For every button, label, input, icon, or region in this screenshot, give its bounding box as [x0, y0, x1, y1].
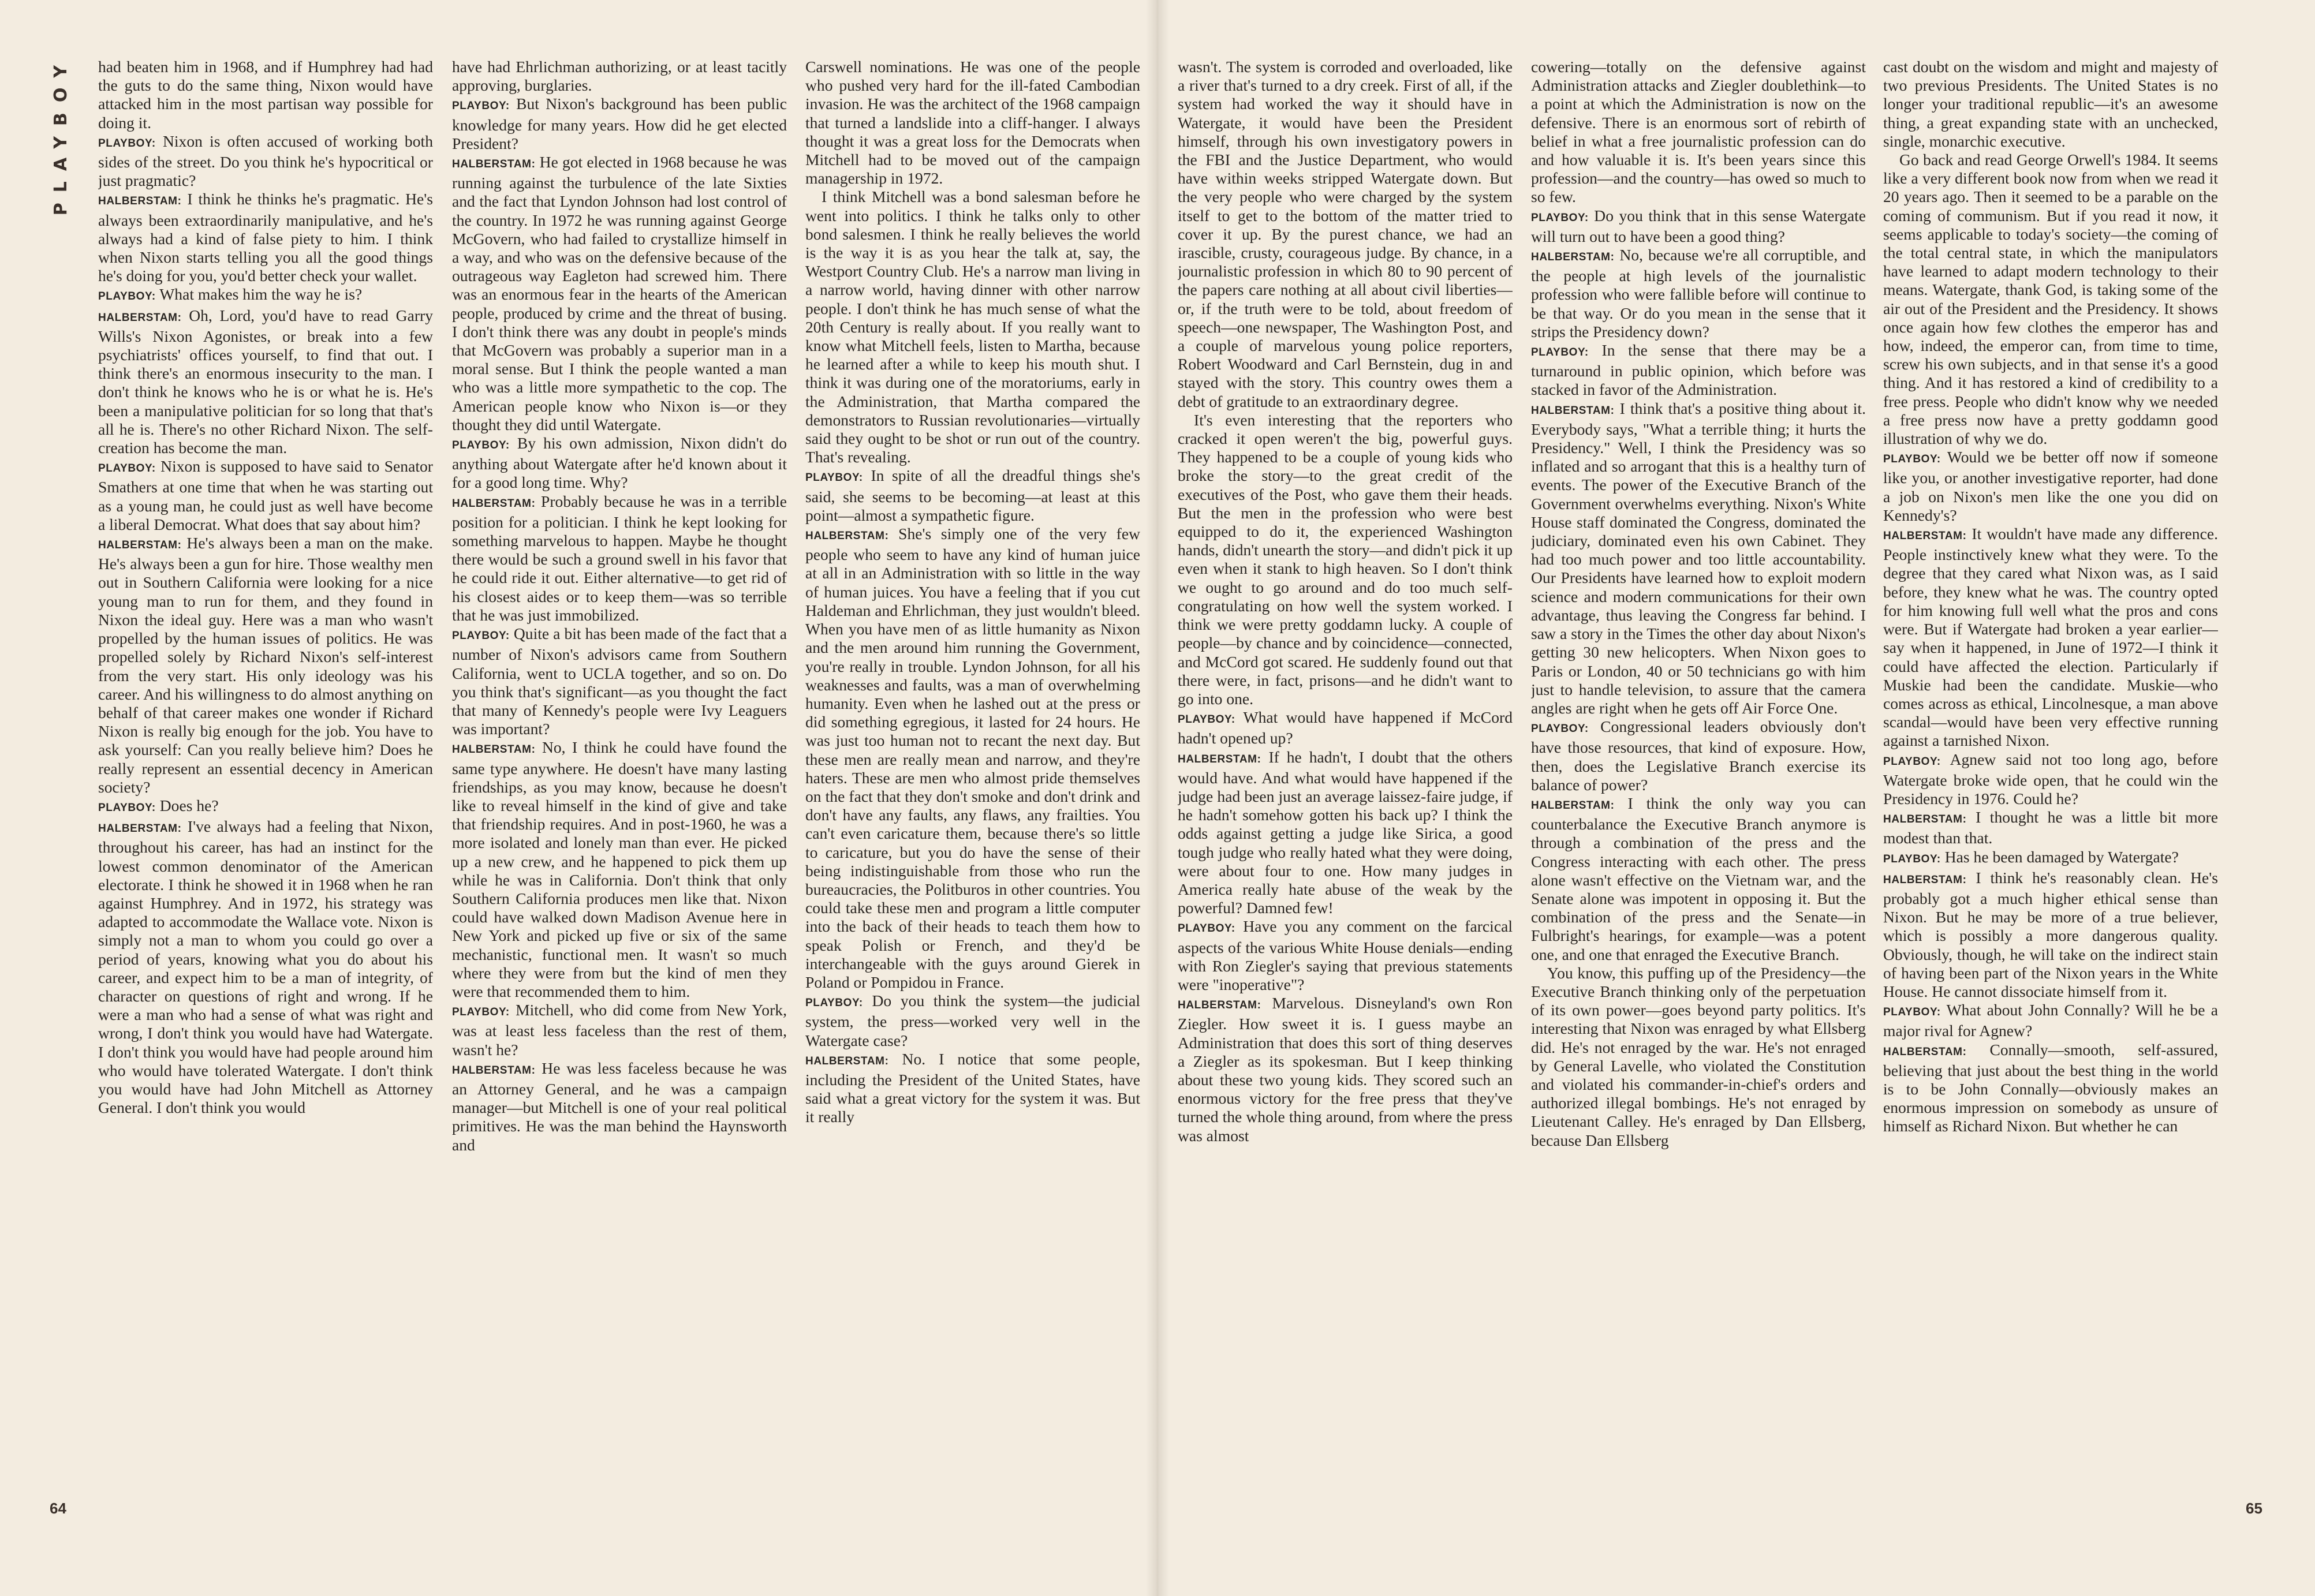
paragraph-text: Quite a bit has been made of the fact that a number of Nixon's advisors came from Southern California, went to UCLA together, and so on. Do you think that's significant—as you thought the fact that many of Kennedy's people were Ivy Leaguers was important?: [452, 625, 787, 738]
paragraph: [1531, 964, 1866, 1150]
paragraph: [1178, 58, 1513, 411]
qa-paragraph: [805, 1050, 1140, 1127]
qa-paragraph: [1178, 994, 1513, 1145]
paragraph-text: Have you any comment on the farcical aspects of the various White House denials—ending with Ron Ziegler's saying that previous statements were "inoperative"?: [1178, 917, 1513, 993]
speaker-label: PLAYBOY:: [452, 439, 510, 452]
qa-paragraph: [98, 190, 433, 285]
paragraph-text: cast doubt on the wisdom and might and majesty of two previous Presidents. The United States is no longer your traditional republic—it's an awesome thing, a great expanding state with an unchecked, single, monarchic executive.: [1883, 58, 2218, 150]
speaker-label: PLAYBOY:: [1178, 713, 1235, 726]
paragraph-text: It wouldn't have made any difference. People instinctively knew what they were. To the degree that they cared what Nixon was, as I said before, they knew what he was. The country opted for him knowing full well what the pros and cons were. But if Watergate had broken a year earlier—say when it happened, in June of 1972—I think it could have affected the election. Particularly if Muskie had been the candidate. Muskie—who comes across as ethical, Lincolnesque, a man above scandal—would have been very effective running against a tarnished Nixon.: [1883, 525, 2218, 750]
speaker-label: HALBERSTAM:: [1531, 251, 1615, 264]
qa-paragraph: [452, 153, 787, 434]
paragraph-text: He was less faceless because he was an Attorney General, and he was a campaign manager—but Mitchell is one of your real political primitives. He was the man behind the Haynsworth and: [452, 1059, 787, 1154]
magazine-name: PLAYBOY: [51, 55, 71, 216]
qa-paragraph: [1883, 750, 2218, 809]
paragraph-text: Connally—smooth, self-assured, believing that just about the best thing in the world is to be John Connally—obviously makes an enormous impression on somebody as unsure of himself as Richard Nixon. But whether he can: [1883, 1040, 2218, 1135]
speaker-label: HALBERSTAM:: [452, 497, 536, 510]
qa-paragraph: [98, 132, 433, 190]
paragraph-text: I think he thinks he's pragmatic. He's always been extraordinarily manipulative, and he's always had a kind of false piety to him. I think when Nixon starts telling you all the good things he's doing for you, you'd better check your wallet.: [98, 190, 433, 285]
paragraph-text: What about John Connally? Will he be a major rival for Agnew?: [1883, 1001, 2218, 1040]
qa-paragraph: [452, 95, 787, 153]
speaker-label: HALBERSTAM:: [98, 195, 182, 208]
speaker-label: HALBERSTAM:: [1178, 999, 1261, 1012]
paragraph-text: I think Mitchell was a bond salesman before he went into politics. I think he talks only to other bond salesmen. I think he really believes the world is the way it is as you hear the talk at, say, the Westport Country Club. He's a narrow man living in a narrow world, having dinner with other narrow people. I don't think he has much sense of what the 20th Century is really about. If you really want to know what Mitchell feels, listen to Martha, because he learned after a while to keep his mouth shut. I think it was during one of the moratoriums, early in the Administration, that Martha compared the demonstrators to Russian revolutionaries—virtually said they ought to be shot or run out of the country. That's revealing.: [805, 188, 1140, 466]
qa-paragraph: [1531, 341, 1866, 399]
speaker-label: HALBERSTAM:: [1883, 873, 1967, 886]
paragraph-text: I think the only way you can counterbalance the Executive Branch anymore is through a combination of the press and the Congress interacting with each other. The press alone wasn't effective on the Vietnam war, and the Senate alone was impotent in opposing it. But the combination of the press and the Senate—in Fulbright's hearings, for example—was a potent one, and one that enraged the Executive Branch.: [1531, 794, 1866, 963]
paragraph-text: I've always had a feeling that Nixon, throughout his career, has had an instinct for the lowest common denominator of the American electorate. I think he showed it in 1968 when he ran against Humphrey. And in 1972, his strategy was adapted to accommodate the Wallace vote. Nixon is simply not a man to whom you could go over a period of years, knowing what you do about his career, and expect him to be a man of integrity, of character on questions of right and wrong. If he were a man who had a sense of what was right and wrong, I don't think you would have had Watergate. I don't think you would have had people around him who would have tolerated Watergate. I don't think you would have had John Mitchell as Attorney General. I don't think you would: [98, 817, 433, 1117]
paragraph-text: Marvelous. Disneyland's own Ron Ziegler. How sweet it is. I guess maybe an Administration that does this sort of thing deserves a Ziegler as its spokesman. But I keep thinking about these two young kids. They scored such an enormous victory for the free press that they've turned the whole thing around, from where the press was almost: [1178, 994, 1513, 1145]
speaker-label: HALBERSTAM:: [98, 539, 182, 552]
qa-paragraph: [1531, 794, 1866, 964]
speaker-label: HALBERSTAM:: [1883, 1045, 1967, 1058]
paragraph-text: By his own admission, Nixon didn't do anything about Watergate after he'd known about it for a good long time. Why?: [452, 434, 787, 492]
text-column-4: [1178, 58, 1513, 1535]
speaker-label: HALBERSTAM:: [1178, 753, 1261, 765]
speaker-label: HALBERSTAM:: [1883, 813, 1967, 826]
speaker-label: HALBERSTAM:: [1531, 799, 1615, 812]
paragraph: [805, 188, 1140, 466]
speaker-label: PLAYBOY:: [1883, 1006, 1941, 1019]
paragraph-text: He got elected in 1968 because he was running against the turbulence of the late Sixties and the fact that Lyndon Johnson had lost control of the country. In 1972 he was running against George McGovern, who had failed to crystallize himself in a way, and who was on the defensive because of the outrageous way Eagleton had screwed him. There was an enormous fear in the hearts of the American people, produced by crime and the threat of busing. I don't think there was any doubt in people's minds that McGovern was probably a superior man in a moral sense. But I think the people wanted a man who was a little more sympathetic to the cop. The American people know who Nixon is—or they thought they did until Watergate.: [452, 153, 787, 433]
qa-paragraph: [1178, 917, 1513, 994]
speaker-label: PLAYBOY:: [98, 801, 156, 814]
text-column-5: [1531, 58, 1866, 1535]
page-number-right: 65: [2246, 1500, 2262, 1517]
text-column-2: [452, 58, 787, 1535]
speaker-label: PLAYBOY:: [1883, 755, 1941, 768]
qa-paragraph: [98, 797, 433, 817]
speaker-label: HALBERSTAM:: [1883, 530, 1967, 543]
paragraph-text: Nixon is often accused of working both sides of the street. Do you think he's hypocritical or just pragmatic?: [98, 132, 433, 190]
speaker-label: HALBERSTAM:: [805, 1055, 889, 1067]
speaker-label: HALBERSTAM:: [1531, 404, 1615, 417]
speaker-label: PLAYBOY:: [1531, 723, 1589, 735]
paragraph: [98, 58, 433, 132]
speaker-label: PLAYBOY:: [452, 630, 510, 642]
paragraph-text: But Nixon's background has been public knowledge for many years. How did he get elected President?: [452, 95, 787, 152]
speaker-label: HALBERSTAM:: [452, 1064, 536, 1077]
qa-paragraph: [98, 285, 433, 306]
paragraph-text: In the sense that there may be a turnaround in public opinion, which before was stacked in favor of the Administration.: [1531, 341, 1866, 399]
paragraph-text: He's always been a man on the make. He's always been a gun for hire. Those wealthy men out in Southern California were looking for a nice young man to run for them, and they found in Nixon the ideal guy. Here was a man who wasn't propelled by the human issues of politics. He was propelled solely by Richard Nixon's self-interest from the very start. His only ideology was his career. And his willingness to do almost anything on behalf of that career makes one wonder if Richard Nixon is really big enough for the job. You have to ask yourself: Can you really believe him? Does he really represent an essential decency in American society?: [98, 534, 433, 796]
qa-paragraph: [1531, 399, 1866, 717]
qa-paragraph: [1883, 525, 2218, 750]
qa-paragraph: [1883, 1041, 2218, 1136]
paragraph: [805, 58, 1140, 188]
speaker-label: PLAYBOY:: [98, 290, 156, 303]
paragraph-text: No. I notice that some people, including the President of the United States, have said what a great victory for the system it was. But it really: [805, 1049, 1140, 1126]
paragraph-text: Do you think that in this sense Watergate will turn out to have been a good thing?: [1531, 206, 1866, 245]
qa-paragraph: [1883, 848, 2218, 869]
qa-paragraph: [1531, 246, 1866, 341]
paragraph-text: If he hadn't, I doubt that the others would have. And what would have happened if the judge had been just an average laissez-faire judge, if he hadn't somehow gotten his back up? I think the odds against getting a judge like Sirica, a good tough judge who really hated what they were doing, were about four to one. How many judges in America really hate abuse of the weak by the powerful? Damned few!: [1178, 747, 1513, 917]
paragraph-text: Go back and read George Orwell's 1984. It seems like a very different book now from when we read it 20 years ago. Then it seemed to be a parable on the coming of communism. But if you read it now, it seems applicable to today's society—the coming of the total central state, in which the manipulators have learned to adapt modern technology to their means. Watergate, thank God, is taking some of the air out of the President and the Presidency. It shows once again how few clothes the emperor has and how, indeed, the emperor can, from time to time, screw his own subjects, and in that sense it's a good thing. And it has restored a kind of credibility to a free press. People who didn't know why we needed a free press now have a pretty goddamn good illustration of why we do.: [1883, 151, 2218, 448]
paragraph-text: Agnew said not too long ago, before Watergate broke wide open, that he could win the Presidency in 1976. Could he?: [1883, 750, 2218, 808]
qa-paragraph: [452, 738, 787, 1001]
qa-paragraph: [1178, 748, 1513, 918]
qa-paragraph: [452, 625, 787, 738]
qa-paragraph: [98, 817, 433, 1117]
paragraph-text: I think he's reasonably clean. He's probably got a much higher ethical sense than Nixon. But he may be more of a true believer, which is possibly a more dangerous quality. Obviously, though, he will take on the indirect stain of having been part of the Nixon years in the White House. He cannot dissociate himself from it.: [1883, 868, 2218, 1000]
speaker-label: HALBERSTAM:: [98, 823, 182, 835]
speaker-label: PLAYBOY:: [1883, 853, 1941, 865]
paragraph-text: Carswell nominations. He was one of the people who pushed very hard for the ill-fated Cambodian invasion. He was the architect of the 1968 campaign that turned a landslide into a cliff-hanger. I always thought it was a great loss for the Democrats when Mitchell had to be moved out of the campaign managership in 1972.: [805, 58, 1140, 188]
paragraph-text: Mitchell, who did come from New York, was at least less faceless than the rest of them, wasn't he?: [452, 1001, 787, 1059]
text-column-3: [805, 58, 1140, 1535]
paragraph-text: She's simply one of the very few people who seem to have any kind of human juice at all in an Administration with so little in the way of human juices. You have a feeling that if you cut Haldeman and Ehrlichman, they just wouldn't bleed. When you have men of as little humanity as Nixon and the men around him running the Government, you're really in trouble. Lyndon Johnson, for all his weaknesses and faults, was a man of overwhelming humanity. Even when he lashed out at the press or did something egregious, it lasted for 24 hours. He was just too human not to recant the next day. But these men are really mean and narrow, and they're haters. These are men who almost pride themselves on the fact that they don't smoke and don't drink and don't have any faults, any flaws, any frailties. You can't even caricature them, because there's so little to caricature, but you do have the sense of their being indistinguishable from those who run the bureaucracies, the Politburos in other countries. You could take these men and program a little computer into the back of their heads to teach them how to speak Polish or French, and they'd be interchangeable with the guys around Gierek in Poland or Pompidou in France.: [805, 525, 1140, 991]
paragraph-text: I think that's a positive thing about it. Everybody says, "What a terrible thing; it hurts the Presidency." Well, I think the Presidency was so inflated and so arrogant that this is a healthy turn of events. The power of the Executive Branch of the Government overwhelms everything. Nixon's White House staff dominated the Congress, dominated the judiciary, dominated even his own Cabinet. They had too much power and too little accountability. Our Presidents have learned how to exploit modern science and modern communications for their own advantage, thus leaving the Congress far behind. I saw a story in the Times the other day about Nixon's getting 30 new helicopters. When Nixon goes to Paris or London, 40 or 50 technicians go with him just to handle television, to assure that the camera angles are right when he gets off Air Force One.: [1531, 399, 1866, 717]
qa-paragraph: [1531, 717, 1866, 794]
paragraph-text: Has he been damaged by Watergate?: [1944, 847, 2179, 866]
paragraph-text: No, I think he could have found the same type anywhere. He doesn't have many lasting friendships, as you may know, because he doesn't like to reveal himself in the kind of give and take that friendship requires. And in post-1960, he was a more isolated and lonely man than ever. He picked up a new crew, and he happened to pick them up while he was in California. Don't think that only Southern California produces men like that. Nixon could have walked down Madison Avenue here in New York and picked up five or six of the same mechanistic, functional men. It wasn't so much where they were from but the kind of men they were that recommended them to him.: [452, 738, 787, 1000]
speaker-label: PLAYBOY:: [1178, 922, 1235, 935]
qa-paragraph: [98, 307, 433, 458]
paragraph: [452, 58, 787, 95]
paragraph: [1883, 58, 2218, 151]
paragraph-text: Probably because he was in a terrible position for a politician. I think he kept looking for something marvelous to happen. Maybe he thought there would be such a ground swell in his favor that he could ride it out. Either alternative—to get rid of his closest aides or to keep them—was so terrible that he was just immobilized.: [452, 492, 787, 624]
paragraph-text: Congressional leaders obviously don't have those resources, that kind of exposure. How, then, does the Legislative Branch exercise its balance of power?: [1531, 717, 1866, 794]
qa-paragraph: [98, 534, 433, 797]
speaker-label: PLAYBOY:: [452, 1006, 510, 1019]
speaker-label: HALBERSTAM:: [805, 530, 889, 543]
qa-paragraph: [1883, 1001, 2218, 1040]
qa-paragraph: [452, 1059, 787, 1154]
paragraph-text: Does he?: [159, 796, 219, 814]
page-number-left: 64: [50, 1500, 66, 1517]
paragraph-text: No, because we're all corruptible, and the people at high levels of the journalistic profession who were fallible before will continue to be that way. Or do you mean in the sense that it strips the Presidency down?: [1531, 246, 1866, 341]
qa-paragraph: [805, 525, 1140, 992]
speaker-label: PLAYBOY:: [1531, 346, 1589, 359]
paragraph-text: had beaten him in 1968, and if Humphrey had had the guts to do the same thing, Nixon would have attacked him in the most partisan way possible for doing it.: [98, 58, 433, 132]
speaker-label: HALBERSTAM:: [98, 311, 182, 324]
qa-paragraph: [1883, 808, 2218, 847]
paragraph-text: Do you think the system—the judicial system, the press—worked very well in the Watergate case?: [805, 992, 1140, 1049]
speaker-label: PLAYBOY:: [98, 137, 156, 149]
speaker-label: PLAYBOY:: [1531, 211, 1589, 224]
qa-paragraph: [805, 466, 1140, 525]
speaker-label: HALBERSTAM:: [452, 743, 536, 756]
speaker-label: PLAYBOY:: [1883, 453, 1941, 466]
paragraph-text: What would have happened if McCord hadn't opened up?: [1178, 708, 1513, 747]
page-gutter: [1146, 0, 1169, 1596]
qa-paragraph: [1531, 207, 1866, 246]
qa-paragraph: [1883, 448, 2218, 525]
paragraph-text: Oh, Lord, you'd have to read Garry Wills's Nixon Agonistes, or break into a few psychiatrists' offices yourself, to find that out. I think there's an enormous insecurity to the man. I don't think he knows who he is or what he is. He's been a manipulative politician for so long that that's all he is. There's no other Richard Nixon. The self-creation has become the man.: [98, 306, 433, 457]
paragraph: [1531, 58, 1866, 207]
paragraph-text: You know, this puffing up of the Presidency—the Executive Branch thinking only of the perpetuation of its own power—goes beyond party politics. It's interesting that Nixon was enraged by what Ellsberg did. He's not enraged by the war. He's not enraged by General Lavelle, who violated the Constitution and violated his commander-in-chief's orders and authorized illegal bombings. He's not enraged by Lieutenant Calley. He's enraged by Dan Ellsberg, because Dan Ellsberg: [1531, 963, 1866, 1149]
text-column-1: [98, 58, 433, 1535]
speaker-label: PLAYBOY:: [805, 997, 863, 1010]
qa-paragraph: [452, 434, 787, 492]
text-column-6: [1883, 58, 2218, 1535]
qa-paragraph: [452, 492, 787, 625]
paragraph-text: wasn't. The system is corroded and overloaded, like a river that's turned to a dry creek. First of all, if the system had worked the way it should have in Watergate, it would have been the President himself, through his own investigatory powers in the FBI and the Justice Department, who would have within weeks stripped Watergate down. But the very people who were charged by the system itself to get to the bottom of the matter tried to cover it up. By the purest chance, we had an irascible, crusty, courageous judge. By chance, in a journalistic profession in which 80 to 90 percent of the papers care nothing at all about civil liberties—or, if the truth were to be told, about freedom of speech—one newspaper, The Washington Post, and a couple of marvelous young police reporters, Robert Woodward and Carl Bernstein, dug in and stayed with the story. This country owes them a debt of gratitude to an extraordinary degree.: [1178, 58, 1513, 410]
paragraph-text: I thought he was a little bit more modest than that.: [1883, 808, 2218, 847]
paragraph-text: It's even interesting that the reporters who cracked it open weren't the big, powerful guys. They happened to be a couple of young kids who broke the story—to the great credit of the executives of the Post, who gave them their heads. But the men in the profession who were best equipped to do it, the experienced Washington hands, didn't unearth the story—and didn't pick it up even when it stank to high heaven. So I don't think we ought to go around and do too much self-congratulating on how well the system worked. I think we were pretty goddamn lucky. A couple of people—by chance and by coincidence—connected, and McCord got scared. He suddenly found out that there were, in fact, prisons—and he didn't want to go into one.: [1178, 410, 1513, 708]
paragraph-text: cowering—totally on the defensive against Administration attacks and Ziegler doublethink—to a point at which the Administration is now on the defensive. There is an enormous sort of rebirth of belief in what a free journalistic profession can do and how valuable it is. It's been years since this profession—and the country—has owed so much to so few.: [1531, 58, 1866, 206]
qa-paragraph: [1883, 869, 2218, 1001]
qa-paragraph: [98, 457, 433, 534]
paragraph: [1178, 411, 1513, 708]
paragraph-text: have had Ehrlichman authorizing, or at least tacitly approving, burglaries.: [452, 58, 787, 95]
speaker-label: PLAYBOY:: [452, 100, 510, 113]
paragraph-text: What makes him the way he is?: [159, 285, 363, 304]
speaker-label: PLAYBOY:: [805, 472, 863, 484]
speaker-label: PLAYBOY:: [98, 462, 156, 475]
qa-paragraph: [1178, 708, 1513, 747]
qa-paragraph: [805, 992, 1140, 1050]
paragraph-text: Nixon is supposed to have said to Senator Smathers at one time that when he was starting out as a young man, he could just as well have become a liberal Democrat. What does that say about him?: [98, 457, 433, 533]
paragraph-text: Would we be better off now if someone like you, or another investigative reporter, had done a job on Nixon's men like the one you did on Kennedy's?: [1883, 448, 2218, 524]
paragraph-text: In spite of all the dreadful things she's said, she seems to be becoming—at least at this point—almost a sympathetic figure.: [805, 466, 1140, 524]
qa-paragraph: [452, 1001, 787, 1059]
paragraph: [1883, 151, 2218, 448]
speaker-label: HALBERSTAM:: [452, 158, 536, 171]
